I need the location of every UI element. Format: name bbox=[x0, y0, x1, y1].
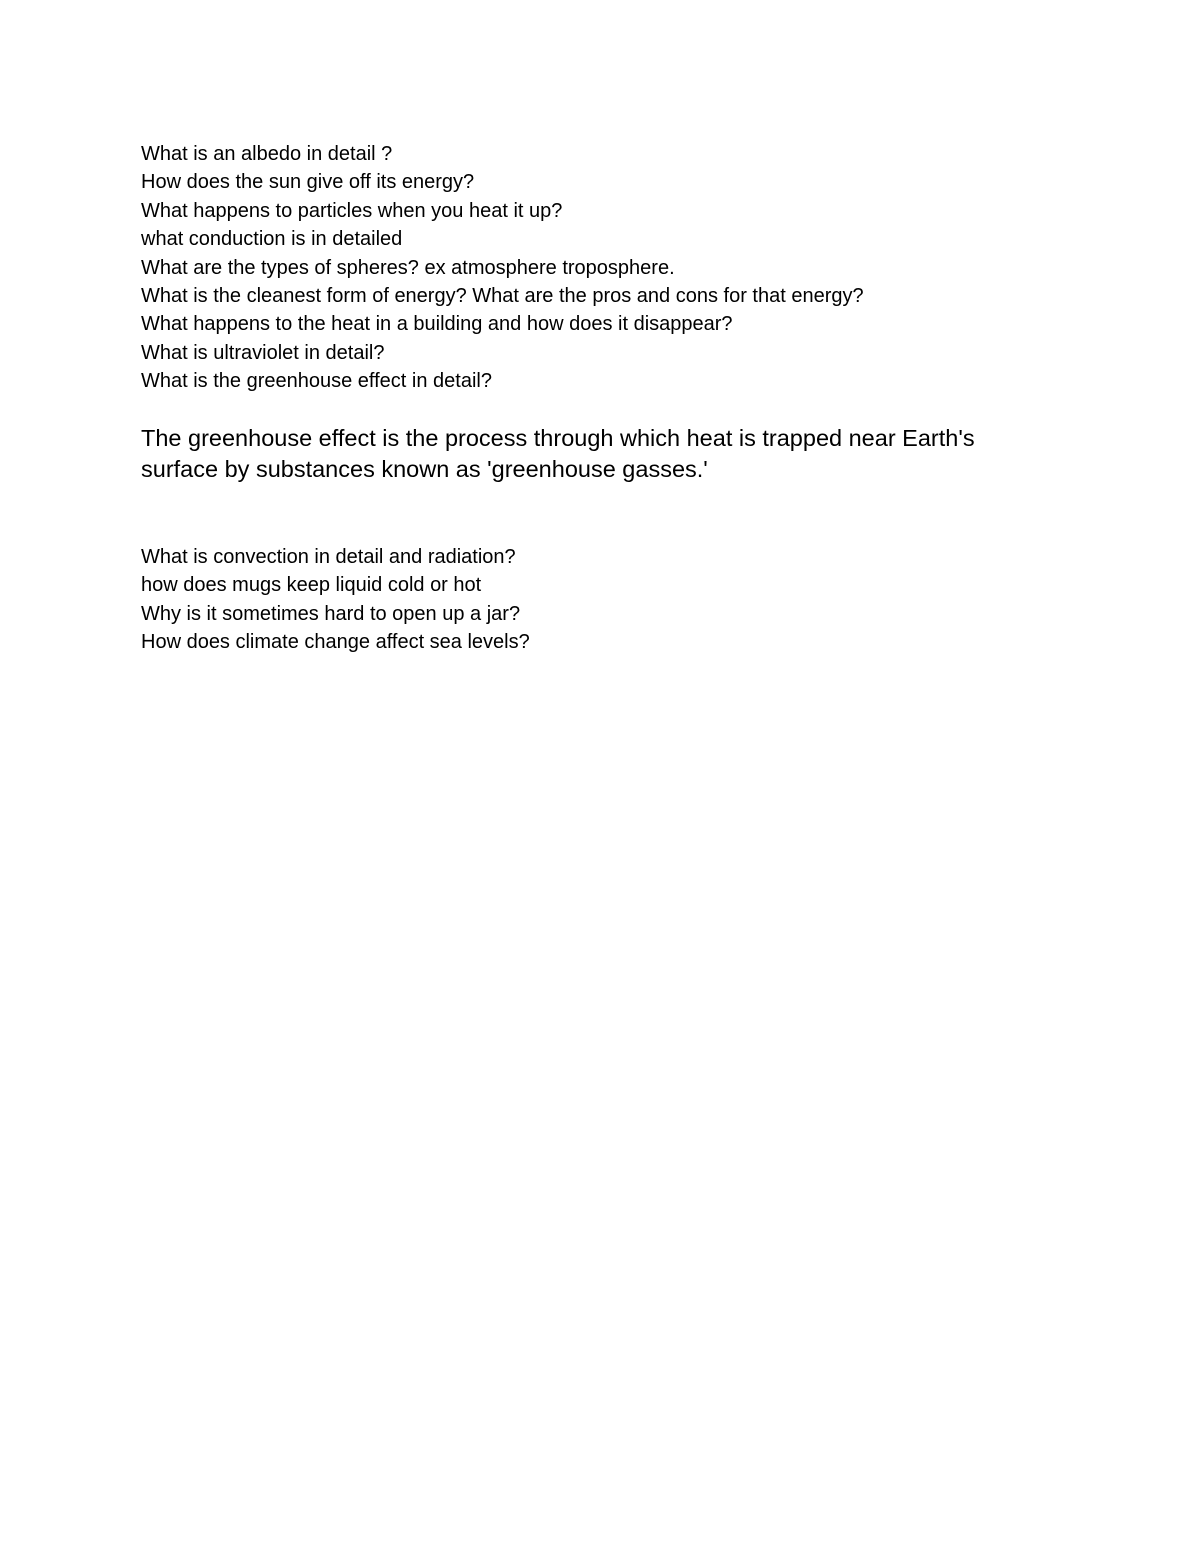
question-line: how does mugs keep liquid cold or hot bbox=[141, 574, 482, 597]
question-line: What happens to particles when you heat it up? bbox=[141, 199, 563, 222]
question-line: What is convection in detail and radiation? bbox=[141, 546, 516, 568]
greenhouse-effect-answer: The greenhouse effect is the process through which heat is trapped near Earth's surface by substances known as 'greenhouse gasses.' bbox=[141, 425, 975, 482]
question-line: How does climate change affect sea levels? bbox=[141, 631, 530, 654]
question-line: What is an albedo in detail ? bbox=[141, 143, 393, 165]
question-list-2 bbox=[141, 543, 530, 657]
question-line: What happens to the heat in a building and how does it disappear? bbox=[141, 313, 733, 336]
question-line: What are the types of spheres? ex atmosphere troposphere. bbox=[141, 256, 675, 279]
question-line: What is the cleanest form of energy? What are the pros and cons for that energy? bbox=[141, 285, 864, 308]
question-line: what conduction is in detailed bbox=[141, 228, 403, 251]
question-line: How does the sun give off its energy? bbox=[141, 171, 475, 194]
question-list-1 bbox=[141, 140, 864, 396]
question-line: What is the greenhouse effect in detail? bbox=[141, 370, 492, 393]
question-line: What is ultraviolet in detail? bbox=[141, 341, 385, 364]
question-line: Why is it sometimes hard to open up a jar? bbox=[141, 602, 521, 625]
